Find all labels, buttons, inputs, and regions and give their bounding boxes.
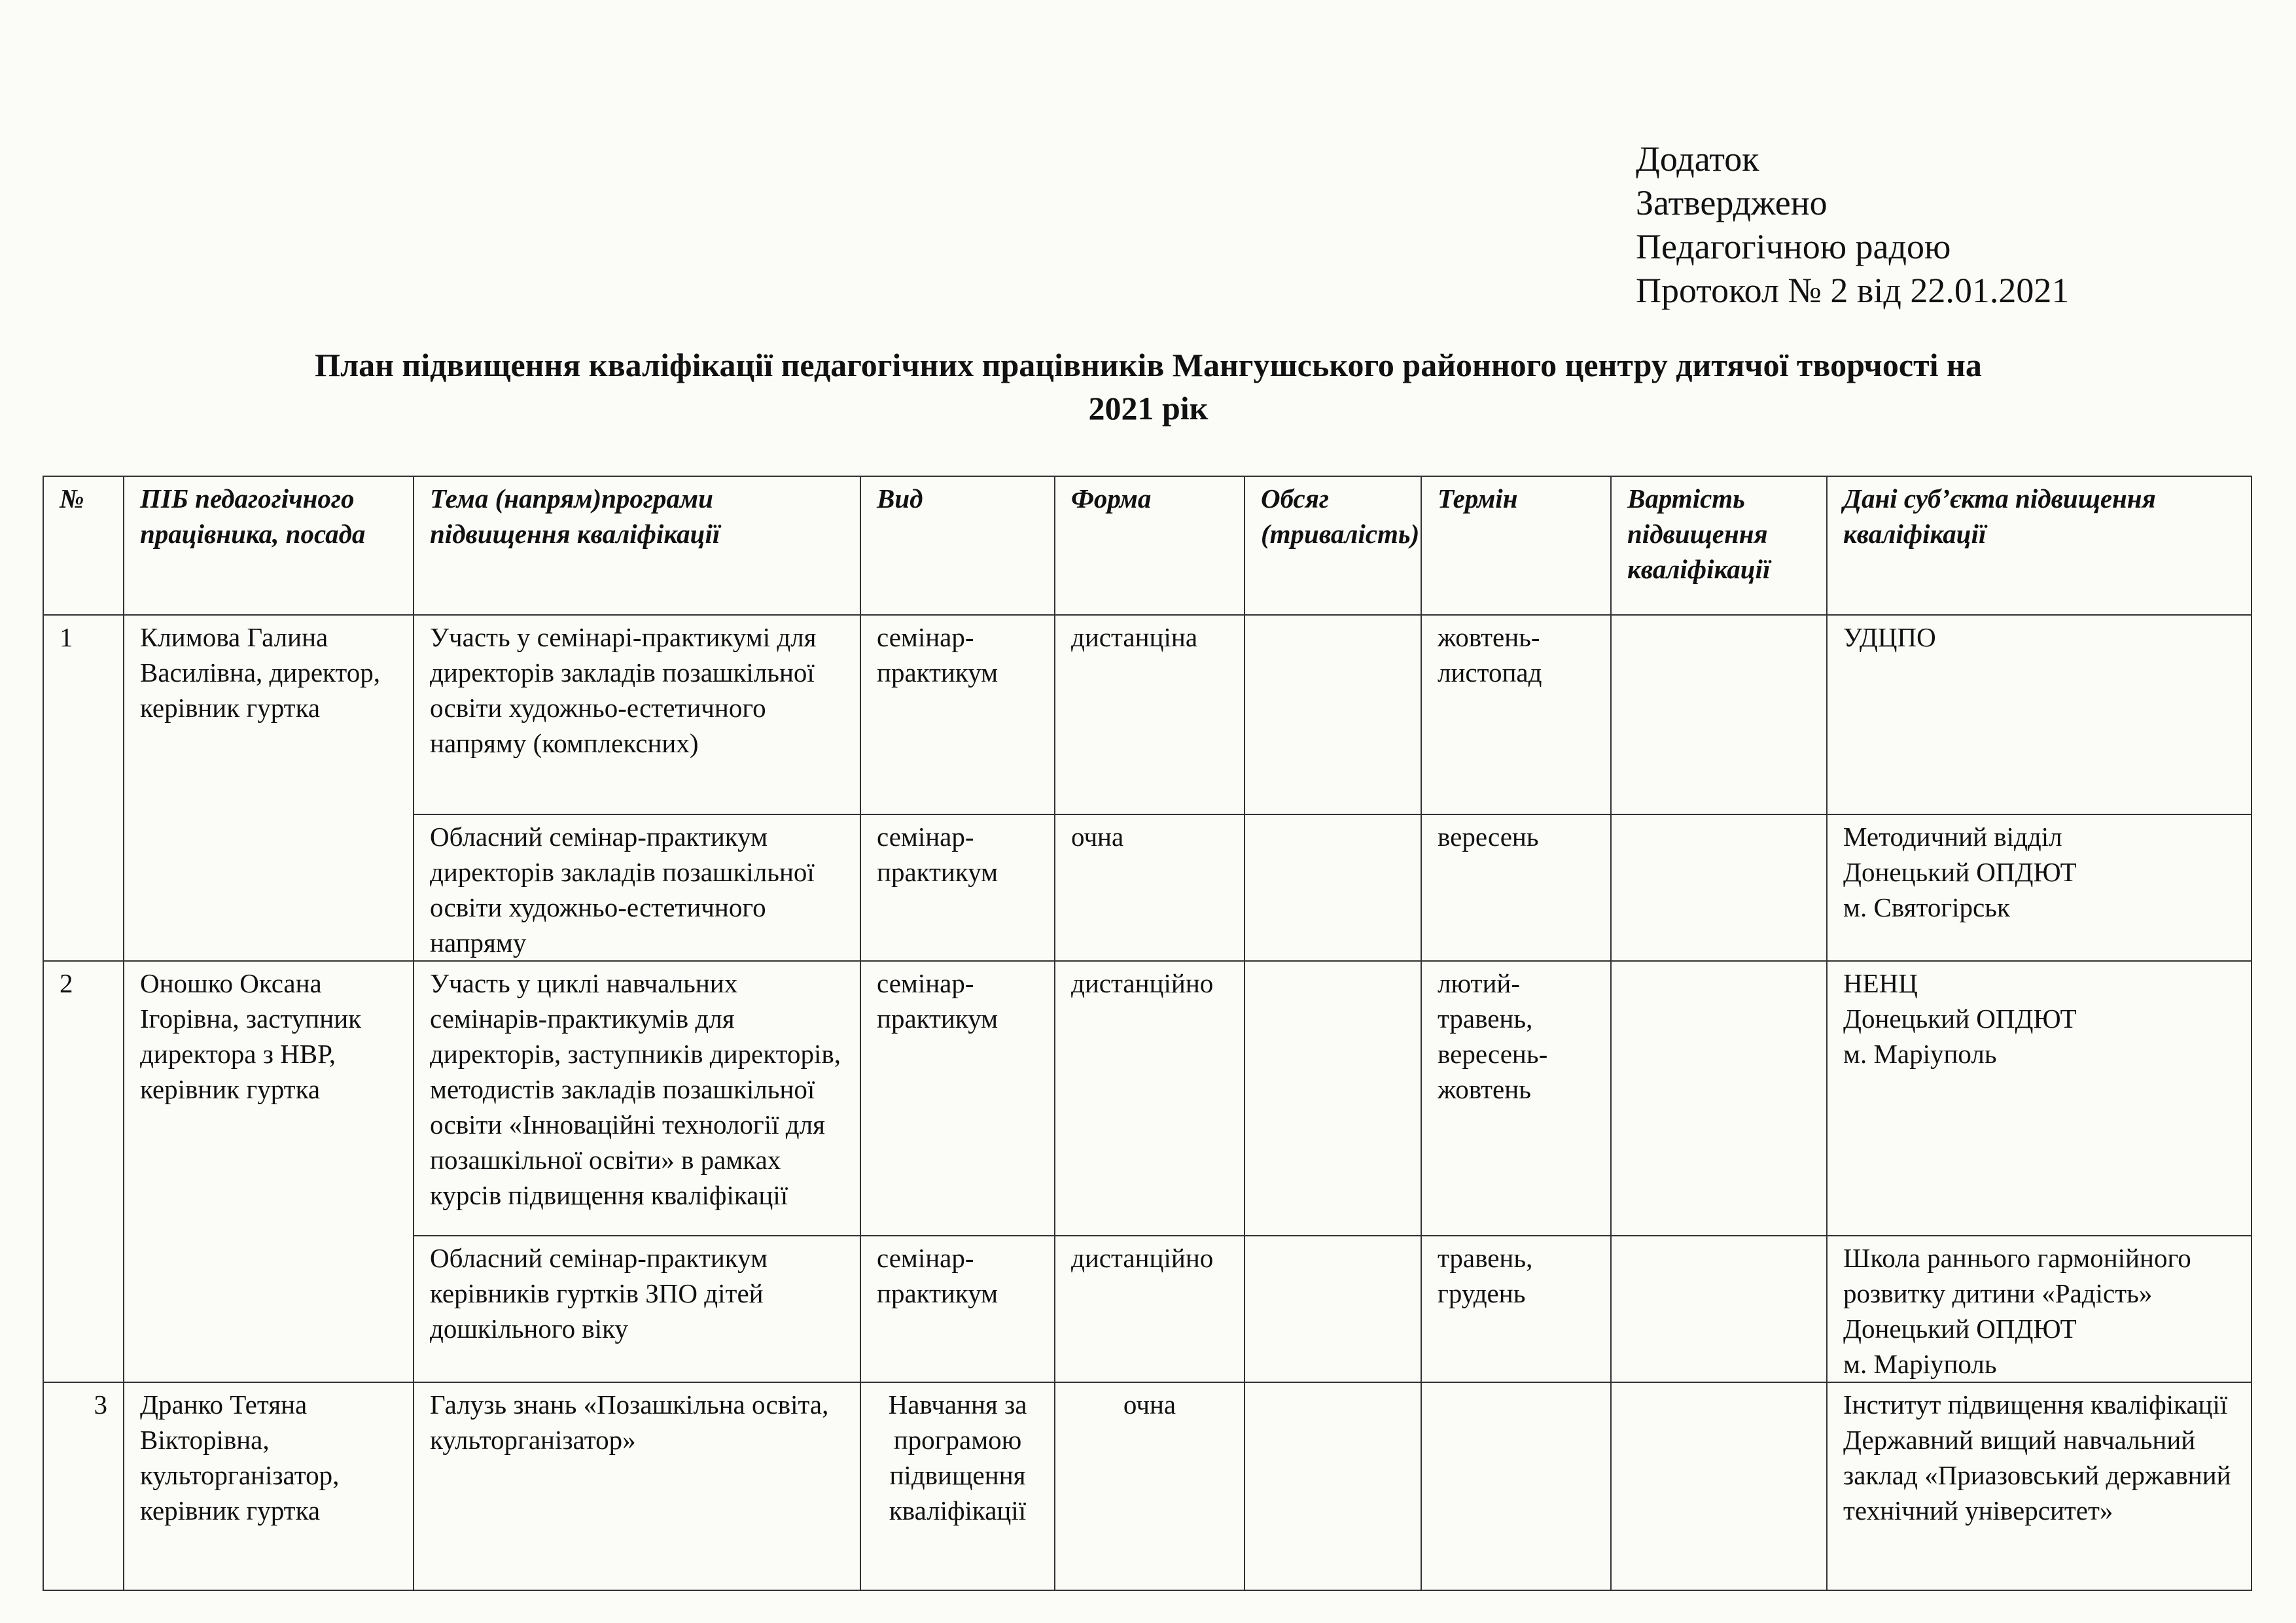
header-term: Термін [1421,476,1611,615]
type-cell: семінар-практикум [860,615,1055,814]
topic-cell: Галузь знань «Позашкільна освіта, культорганізатор» [414,1382,860,1590]
term-cell: вересень [1421,814,1611,961]
volume-cell [1245,1236,1421,1382]
table-header-row [43,476,2252,615]
topic-cell: Обласний семінар-практикум керівників гуртків ЗПО дітей дошкільного віку [414,1236,860,1382]
table-row [43,961,2252,1236]
approval-line: Протокол № 2 від 22.01.2021 [1636,271,2070,310]
title-line: План підвищення кваліфікації педагогічних працівників Мангушського районного центру дитячої творчості на [315,347,1982,383]
term-cell: лютий-травень, вересень-жовтень [1421,961,1611,1236]
form-cell: очна [1055,1382,1245,1590]
header-form: Форма [1055,476,1245,615]
topic-cell: Участь у семінарі-практикумі для директорів закладів позашкільної освіти художньо-естетичного напряму (комплексних) [414,615,860,814]
provider-cell: НЕНЦ Донецький ОПДЮТ м. Маріуполь [1827,961,2252,1236]
topic-cell: Участь у циклі навчальних семінарів-практикумів для директорів, заступників директорів, методистів закладів позашкільної освіти «Інноваційні технології для позашкільної освіти» в рамках курсів підвищення кваліфікації [414,961,860,1236]
form-cell: очна [1055,814,1245,961]
header-topic: Тема (напрям)програми підвищення кваліфікації [414,476,860,615]
provider-cell: Методичний відділ Донецький ОПДЮТ м. Святогірськ [1827,814,2252,961]
title-line: 2021 рік [1088,390,1209,427]
header-volume: Обсяг (тривалість) [1245,476,1421,615]
topic-cell: Обласний семінар-практикум директорів закладів позашкільної освіти художньо-естетичного напряму [414,814,860,961]
volume-cell [1245,1382,1421,1590]
cost-cell [1611,1382,1827,1590]
approval-line: Додаток [1636,139,1759,179]
row-number: 3 [43,1382,124,1590]
type-cell: семінар-практикум [860,814,1055,961]
header-cost: Вартість підвищення кваліфікації [1611,476,1827,615]
qualification-plan-table [43,476,2252,1591]
person-cell: Дранко Тетяна Вікторівна, культорганізатор, керівник гуртка [124,1382,414,1590]
approval-block [1636,137,2069,313]
header-number: № [43,476,124,615]
row-number: 2 [43,961,124,1382]
type-cell: семінар-практикум [860,961,1055,1236]
type-cell: семінар-практикум [860,1236,1055,1382]
approval-line: Педагогічною радою [1636,227,1951,266]
cost-cell [1611,814,1827,961]
volume-cell [1245,615,1421,814]
provider-cell: Школа раннього гармонійного розвитку дитини «Радість» Донецький ОПДЮТ м. Маріуполь [1827,1236,2252,1382]
term-cell: травень, грудень [1421,1236,1611,1382]
form-cell: дистанційно [1055,961,1245,1236]
table-row [43,1382,2252,1590]
cost-cell [1611,1236,1827,1382]
table-row [43,615,2252,814]
volume-cell [1245,961,1421,1236]
cost-cell [1611,961,1827,1236]
document-title [124,343,2172,430]
header-type: Вид [860,476,1055,615]
row-number: 1 [43,615,124,961]
approval-line: Затверджено [1636,183,1828,222]
person-cell: Климова Галина Василівна, директор, керівник гуртка [124,615,414,961]
type-cell: Навчання за програмою підвищення кваліфікації [860,1382,1055,1590]
form-cell: дистанціна [1055,615,1245,814]
term-cell: жовтень-листопад [1421,615,1611,814]
provider-cell: УДЦПО [1827,615,2252,814]
cost-cell [1611,615,1827,814]
person-cell: Оношко Оксана Ігорівна, заступник директора з НВР, керівник гуртка [124,961,414,1382]
header-provider: Дані суб’єкта підвищення кваліфікації [1827,476,2252,615]
form-cell: дистанційно [1055,1236,1245,1382]
volume-cell [1245,814,1421,961]
provider-cell: Інститут підвищення кваліфікації Державний вищий навчальний заклад «Приазовський державний технічний університет» [1827,1382,2252,1590]
term-cell [1421,1382,1611,1590]
header-person: ПІБ педагогічного працівника, посада [124,476,414,615]
